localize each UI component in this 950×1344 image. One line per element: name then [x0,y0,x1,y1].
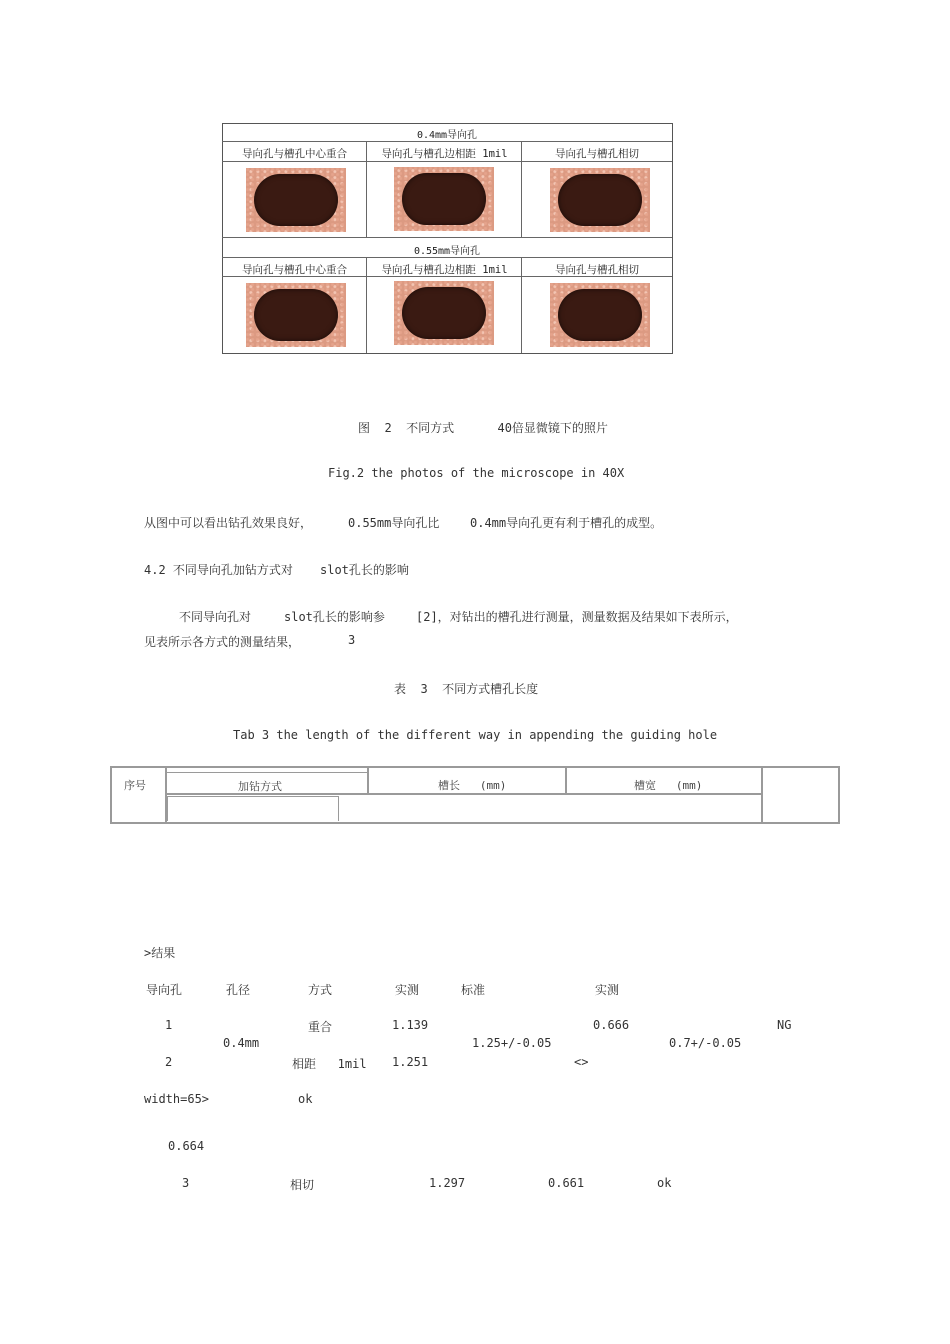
table-caption-cn: 表 3 不同方式槽孔长度 [394,682,539,696]
micrograph-photo [394,167,494,231]
table-border [565,768,567,794]
figure-divider [222,141,672,142]
paragraph-2-part-c: [2]，对钻出的槽孔进行测量，测量数据及结果如下表所示， [416,610,738,624]
table-caption-en: Tab 3 the length of the different way in appending the guiding hole [233,728,718,742]
raw-diameter: 0.4mm [223,1036,260,1050]
figure-column-header: 导向孔与槽孔边相距 1mil [381,264,508,276]
figure-column-header: 导向孔与槽孔边相距 1mil [381,148,508,160]
raw-header-cell: 方式 [308,983,333,997]
paragraph-2-part-a: 不同导向孔对 [179,610,252,624]
table-border [167,772,367,773]
raw-row1-length: 1.139 [392,1018,429,1032]
raw-row2-result: ok [298,1092,313,1106]
raw-row1-width: 0.666 [593,1018,630,1032]
figure-column-header: 导向孔与槽孔中心重合 [242,148,347,160]
figure-caption-en: Fig.2 the photos of the microscope in 40X [328,466,625,480]
micrograph-photo [394,281,494,345]
raw-header-cell: 孔径 [226,983,251,997]
raw-row3-no: 3 [182,1176,190,1190]
raw-std-width: 0.7+/-0.05 [669,1036,742,1050]
figure-divider [222,161,672,162]
raw-fragment: width=65> [144,1092,210,1106]
raw-row2-no: 2 [165,1055,173,1069]
paragraph-2-part-e: 3 [348,633,356,647]
table-header-number: 序号 [124,779,146,792]
figure-column-header: 导向孔与槽孔相切 [555,148,639,160]
figure-column-header: 导向孔与槽孔中心重合 [242,264,347,276]
paragraph-1-part-c: 0.4mm导向孔更有利于槽孔的成型。 [470,516,663,530]
figure-divider [222,257,672,258]
raw-row3-width: 0.661 [548,1176,585,1190]
figure-caption-cn: 图 2 不同方式 40倍显微镜下的照片 [358,421,608,435]
raw-row3-length: 1.297 [429,1176,466,1190]
raw-row2-width: 0.664 [168,1139,205,1153]
paragraph-1-part-a: 从图中可以看出钻孔效果良好， [144,516,313,530]
table-header-width: 槽宽 (mm) [634,779,703,792]
table-border [167,796,339,797]
raw-std-length: 1.25+/-0.05 [472,1036,552,1050]
raw-row2-way: 相距 1mil [292,1057,367,1071]
raw-row3-result: ok [657,1176,672,1190]
figure-column-header: 导向孔与槽孔相切 [555,264,639,276]
table-border [367,768,369,794]
table-border [167,796,168,821]
raw-header-cell: 标准 [461,983,486,997]
table-border [761,766,763,824]
raw-row1-way: 重合 [308,1020,333,1034]
data-table [110,766,840,824]
paragraph-1-part-b: 0.55mm导向孔比 [348,516,440,530]
micrograph-photo [246,283,346,347]
paragraph-2-part-d: 见表所示各方式的测量结果， [144,635,301,649]
table-border [110,822,840,824]
paragraph-2-part-b: slot孔长的影响参 [284,610,385,624]
section-heading-part-b: slot孔长的影响 [320,563,409,577]
raw-header-cell: 导向孔 [146,983,183,997]
figure-section-title: 0.55mm导向孔 [413,246,481,257]
section-heading-part-a: 4.2 不同导向孔加钻方式对 [144,563,293,577]
figure-section-title: 0.4mm导向孔 [416,130,478,141]
raw-header-cell: 实测 [395,983,420,997]
micrograph-photo [550,283,650,347]
figure-divider [222,237,672,238]
raw-row2-symbol: <> [574,1055,589,1069]
raw-row1-no: 1 [165,1018,173,1032]
raw-header-cell: 实测 [595,983,620,997]
micrograph-photo [246,168,346,232]
raw-row1-result: NG [777,1018,792,1032]
raw-row2-length: 1.251 [392,1055,429,1069]
table-border [110,766,112,824]
table-header-length: 槽长 (mm) [438,779,507,792]
table-border [110,766,840,768]
figure-photo-table [222,123,672,353]
table-border [338,796,339,821]
table-header-method: 加钻方式 [238,780,282,793]
micrograph-photo [550,168,650,232]
raw-fragment: >结果 [144,946,176,960]
raw-row3-way: 相切 [290,1178,315,1192]
table-border [838,766,840,824]
